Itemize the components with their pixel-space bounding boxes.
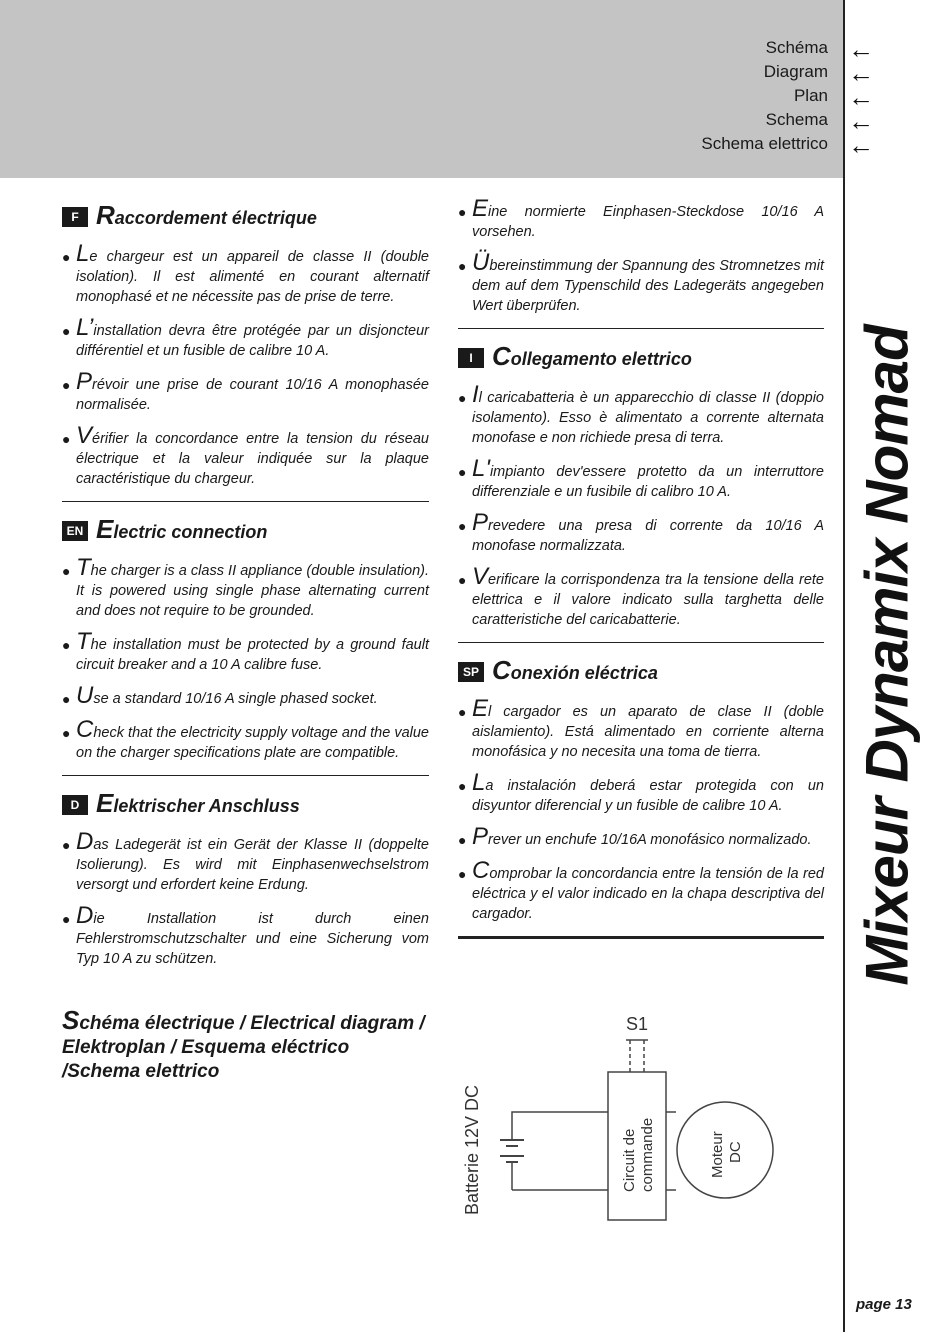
list-item: ● Übereinstimmung der Spannung des Stromnetzes mit dem auf dem Typenschild des Ladegeräts angegeben Wert überprüfen. (458, 249, 824, 314)
header-menu (701, 36, 828, 156)
vertical-divider (843, 0, 845, 1332)
list-item: ● Le chargeur est un appareil de classe II (double isolation). Il est alimenté en courant alternatif monophasé et ne nécessite pas de prise de terre. (62, 240, 429, 305)
right-column (458, 195, 824, 939)
header-menu-item-schema-it[interactable]: Schema (765, 110, 828, 129)
section-divider-thick (458, 936, 824, 939)
section-title-fr: Raccordement électrique (96, 200, 317, 230)
list-item: ● Das Ladegerät ist ein Gerät der Klasse II (doppelte Isolierung). Es wird mit Einphasenwechselstrom versorgt und erfordert keine Erdung. (62, 828, 429, 893)
section-header-fr (62, 200, 429, 231)
page-number: page 13 (856, 1296, 912, 1313)
header-arrows (848, 34, 878, 160)
arrow-left-icon: ← (848, 34, 874, 64)
list-item: ● Eine normierte Einphasen-Steckdose 10/16 A vorsehen. (458, 195, 824, 240)
wiring-diagram (450, 1000, 840, 1240)
switch-label: S1 (626, 1014, 649, 1034)
section-divider (458, 328, 824, 329)
list-item: ● Verificare la corrispondenza tra la tensione della rete elettrica e il valore indicato sulla targhetta delle caratteristiche del caricabatterie. (458, 563, 824, 628)
arrow-left-icon: ← (848, 106, 874, 136)
flag-badge-fr: F (62, 207, 88, 227)
list-item: ● Check that the electricity supply voltage and the value on the charger specifications plate are compatible. (62, 716, 429, 761)
header-menu-item-schema[interactable]: Schéma (765, 38, 828, 57)
list-item: ● Use a standard 10/16 A single phased socket. (62, 682, 378, 709)
section-divider (62, 501, 429, 502)
section-header-it (458, 341, 824, 372)
control-label-1: Circuit de (621, 1128, 638, 1192)
flag-badge-de: D (62, 795, 88, 815)
section-divider (62, 775, 429, 776)
control-label-2: commande (639, 1117, 656, 1192)
brand-text: Mixeur Dynamix Nomad (853, 324, 921, 986)
list-item: ● Prevedere una presa di corrente da 10/16 A monofase normalizzata. (458, 509, 824, 554)
section-header-sp (458, 655, 824, 686)
header-menu-item-schema-elettrico[interactable]: Schema elettrico (701, 134, 828, 153)
arrow-left-icon: ← (848, 82, 874, 112)
list-item: ● Prévoir une prise de courant 10/16 A monophasée normalisée. (62, 368, 429, 413)
flag-badge-en: EN (62, 521, 88, 541)
list-item: ● Il caricabatteria è un apparecchio di classe II (doppio isolamento). Esso è alimentato a corrente alternata monofase e non richiede presa di terra. (458, 381, 824, 446)
list-item: ● L'impianto dev'essere protetto da un interruttore differenziale e un fusibile di calibro 10 A. (458, 455, 824, 500)
list-item: ● Vérifier la concordance entre la tension du réseau électrique et la valeur indiquée sur la plaque caractéristique du chargeur. (62, 422, 429, 487)
section-header-de (62, 788, 429, 819)
list-item: ● La instalación deberá estar protegida con un disyuntor diferencial y un fusible de calibre 10 A. (458, 769, 824, 814)
section-divider (458, 642, 824, 643)
header-menu-item-diagram[interactable]: Diagram (763, 62, 828, 81)
list-item: ● Prever un enchufe 10/16A monofásico normalizado. (458, 823, 812, 850)
diagram-title: Schéma électrique / Electrical diagram / Elektroplan / Esquema eléctrico /Schema elettrico (62, 1005, 425, 1082)
section-title-it: Collegamento elettrico (492, 341, 692, 371)
section-title-en: Electric connection (96, 514, 268, 544)
flag-badge-sp: SP (458, 662, 484, 682)
section-title-sp: Conexión eléctrica (492, 655, 658, 685)
header-menu-item-plan[interactable]: Plan (793, 86, 828, 105)
list-item: ● The charger is a class II appliance (double insulation). It is powered using single phase alternating current and does not require to be grounded. (62, 554, 429, 619)
list-item: ● L’installation devra être protégée par un disjoncteur différentiel et un fusible de calibre 10 A. (62, 314, 429, 359)
list-item: ● Die Installation ist durch einen Fehlerstromschutzschalter und eine Sicherung vom Typ 10 A zu schützen. (62, 902, 429, 967)
section-title-de: Elektrischer Anschluss (96, 788, 300, 818)
brand-logo (853, 205, 921, 1105)
motor-label-1: Moteur (709, 1131, 726, 1178)
list-item: ● Comprobar la concordancia entre la tensión de la red eléctrica y el valor indicado en la chapa descriptiva del cargador. (458, 857, 824, 922)
motor-label-2: DC (727, 1141, 744, 1163)
left-column (62, 200, 429, 981)
arrow-left-icon: ← (848, 130, 874, 160)
arrow-left-icon: ← (848, 58, 874, 88)
battery-label: Batterie 12V DC (462, 1084, 482, 1215)
list-item: ● El cargador es un aparato de clase II (doble aislamiento). Está alimentado en corriente alterna monofásica y no necesita una toma de tierra. (458, 695, 824, 760)
list-item: ● The installation must be protected by a ground fault circuit breaker and a 10 A calibre fuse. (62, 628, 429, 673)
wire (512, 1112, 608, 1140)
section-header-en (62, 514, 429, 545)
flag-badge-it: I (458, 348, 484, 368)
